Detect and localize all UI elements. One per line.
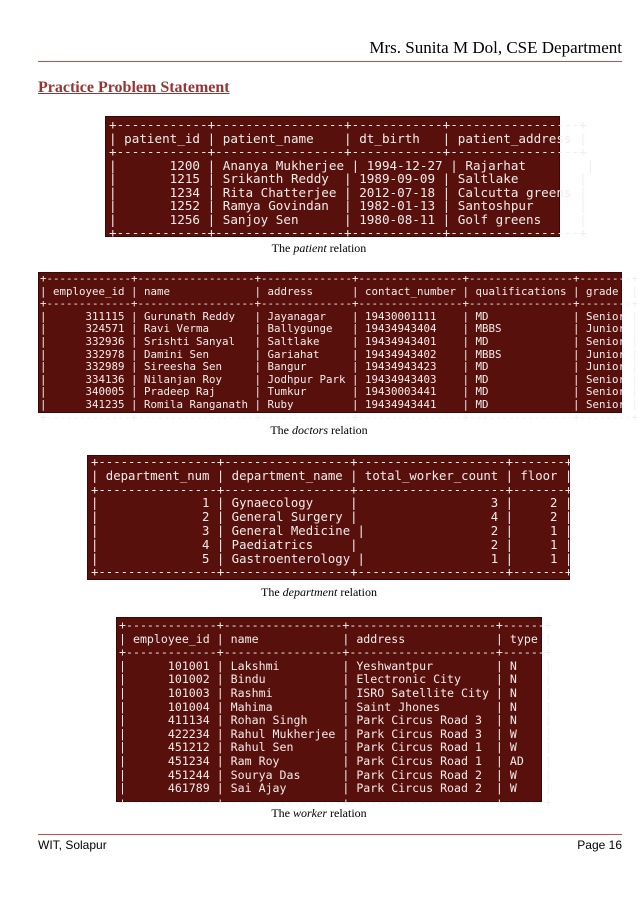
table-line: | 101003 | Rashmi | ISRO Satellite City | N | <box>119 685 552 700</box>
table-line: | 451212 | Rahul Sen | Park Circus Road 1 | W | <box>119 740 552 755</box>
table-line: +-------------+------------------+--------------+----------------+----------------+--------+ <box>40 410 638 424</box>
table-line: +----------------+-----------------+--------------------+-------+ <box>91 565 573 580</box>
table-line: | employee_id | name | address | contact_number | qualifications | grade | <box>40 284 638 298</box>
table-line: | 1256 | Sanjoy Sen | 1980-08-11 | Golf greens | <box>109 211 587 227</box>
caption-relation: worker <box>293 806 327 820</box>
caption-suffix: relation <box>328 423 368 437</box>
table-line: | patient_id | patient_name | dt_birth | patient_address | <box>109 130 587 146</box>
table-line: +----------------+-----------------+--------------------+-------+ <box>91 455 573 469</box>
table-line: | employee_id | name | address | type | <box>119 631 552 646</box>
table-line: | 1 | Gynaecology | 3 | 2 | <box>91 496 573 511</box>
footer-institution: WIT, Solapur <box>38 838 107 852</box>
table-line: +------------+-----------------+------------+-----------------+ <box>109 225 587 240</box>
footer-page-number: Page 16 <box>577 838 622 852</box>
table-line: +-------------+-----------------+---------------------+------+ <box>119 618 552 632</box>
table-line: | 341235 | Romila Ranganath | Ruby | 19434943441 | MD | Senior | <box>40 397 638 411</box>
table-line: | 340005 | Pradeep Raj | Tumkur | 19430003441 | MD | Senior | <box>40 385 638 399</box>
page-header: Mrs. Sunita M Dol, CSE Department <box>369 38 622 57</box>
table-line: +-------------+-----------------+---------------------+------+ <box>119 645 552 660</box>
doctors-caption <box>0 423 638 438</box>
table-line: | 101002 | Bindu | Electronic City | N | <box>119 672 552 687</box>
patient-table-screenshot <box>105 116 595 240</box>
table-line: | 1234 | Rita Chatterjee | 2012-07-18 | Calcutta greens | <box>109 184 587 200</box>
table-line: | 1200 | Ananya Mukherjee | 1994-12-27 | Rajarhat | <box>109 157 595 173</box>
section-title: Practice Problem Statement <box>38 79 230 96</box>
table-line: | 3 | General Medicine | 2 | 1 | <box>91 523 573 538</box>
table-line: | 324571 | Ravi Verma | Ballygunge | 19434943404 | MBBS | Junior | <box>40 322 638 336</box>
table-line: | 332989 | Sireesha Sen | Bangur | 19434943423 | MD | Junior | <box>40 360 638 374</box>
table-line: | 1252 | Ramya Govindan | 1982-01-13 | Santoshpur | <box>109 198 587 213</box>
table-line: | 4 | Paediatrics | 2 | 1 | <box>91 537 573 552</box>
footer-divider <box>38 834 622 835</box>
table-line: | 2 | General Surgery | 4 | 2 | <box>91 510 573 525</box>
table-line: +------------+-----------------+------------+-----------------+ <box>109 144 587 159</box>
table-line: | 1215 | Srikanth Reddy | 1989-09-09 | Saltlake | <box>109 171 587 186</box>
table-line: | 332978 | Damini Sen | Gariahat | 19434943402 | MBBS | Junior | <box>40 347 638 361</box>
table-line: | 101004 | Mahima | Saint Jhones | N | <box>119 699 552 714</box>
table-line: | 311115 | Gurunath Reddy | Jayanagar | 19430001111 | MD | Senior | <box>40 309 638 323</box>
table-line: | 451244 | Sourya Das | Park Circus Road 2 | W | <box>119 767 552 782</box>
caption-prefix: The <box>271 806 293 820</box>
table-line: | 451234 | Ram Roy | Park Circus Road 1 | AD | <box>119 753 552 768</box>
table-line: | department_num | department_name | total_worker_count | floor | <box>91 468 573 483</box>
caption-prefix: The <box>271 241 294 255</box>
caption-suffix: relation <box>327 806 367 820</box>
caption-suffix: relation <box>326 241 367 255</box>
caption-relation: doctors <box>292 423 328 437</box>
table-line: | 101001 | Lakshmi | Yeshwantpur | N | <box>119 658 552 673</box>
header-divider <box>38 61 622 62</box>
table-line: | 411134 | Rohan Singh | Park Circus Road 3 | N | <box>119 713 552 728</box>
table-line: | 422234 | Rahul Mukherjee | Park Circus Road 3 | W | <box>119 726 552 741</box>
worker-table-screenshot <box>116 617 552 809</box>
table-line: | 334136 | Nilanjan Roy | Jodhpur Park | 19434943403 | MD | Senior | <box>40 372 638 386</box>
patient-caption <box>0 241 638 256</box>
caption-prefix: The <box>261 585 283 599</box>
department-table-screenshot <box>87 455 573 580</box>
table-line: +------------+-----------------+------------+-----------------+ <box>109 117 587 132</box>
department-caption <box>0 585 638 600</box>
table-line: +-------------+------------------+--------------+----------------+----------------+--------+ <box>40 272 638 285</box>
worker-caption <box>0 806 638 821</box>
table-line: | 461789 | Sai Ajay | Park Circus Road 2 | W | <box>119 781 552 796</box>
table-line: | 5 | Gastroenterology | 1 | 1 | <box>91 551 573 566</box>
table-line: +-------------+------------------+--------------+----------------+----------------+--------+ <box>40 297 638 311</box>
table-line: +----------------+-----------------+--------------------+-------+ <box>91 482 573 497</box>
caption-prefix: The <box>270 423 292 437</box>
table-line: | 332936 | Srishti Sanyal | Saltlake | 19434943401 | MD | Senior | <box>40 334 638 348</box>
caption-suffix: relation <box>337 585 377 599</box>
doctors-table-screenshot <box>38 272 638 424</box>
caption-relation: department <box>282 585 338 599</box>
table-line: +-------------+-----------------+---------------------+------+ <box>119 794 552 809</box>
caption-relation: patient <box>293 241 327 255</box>
